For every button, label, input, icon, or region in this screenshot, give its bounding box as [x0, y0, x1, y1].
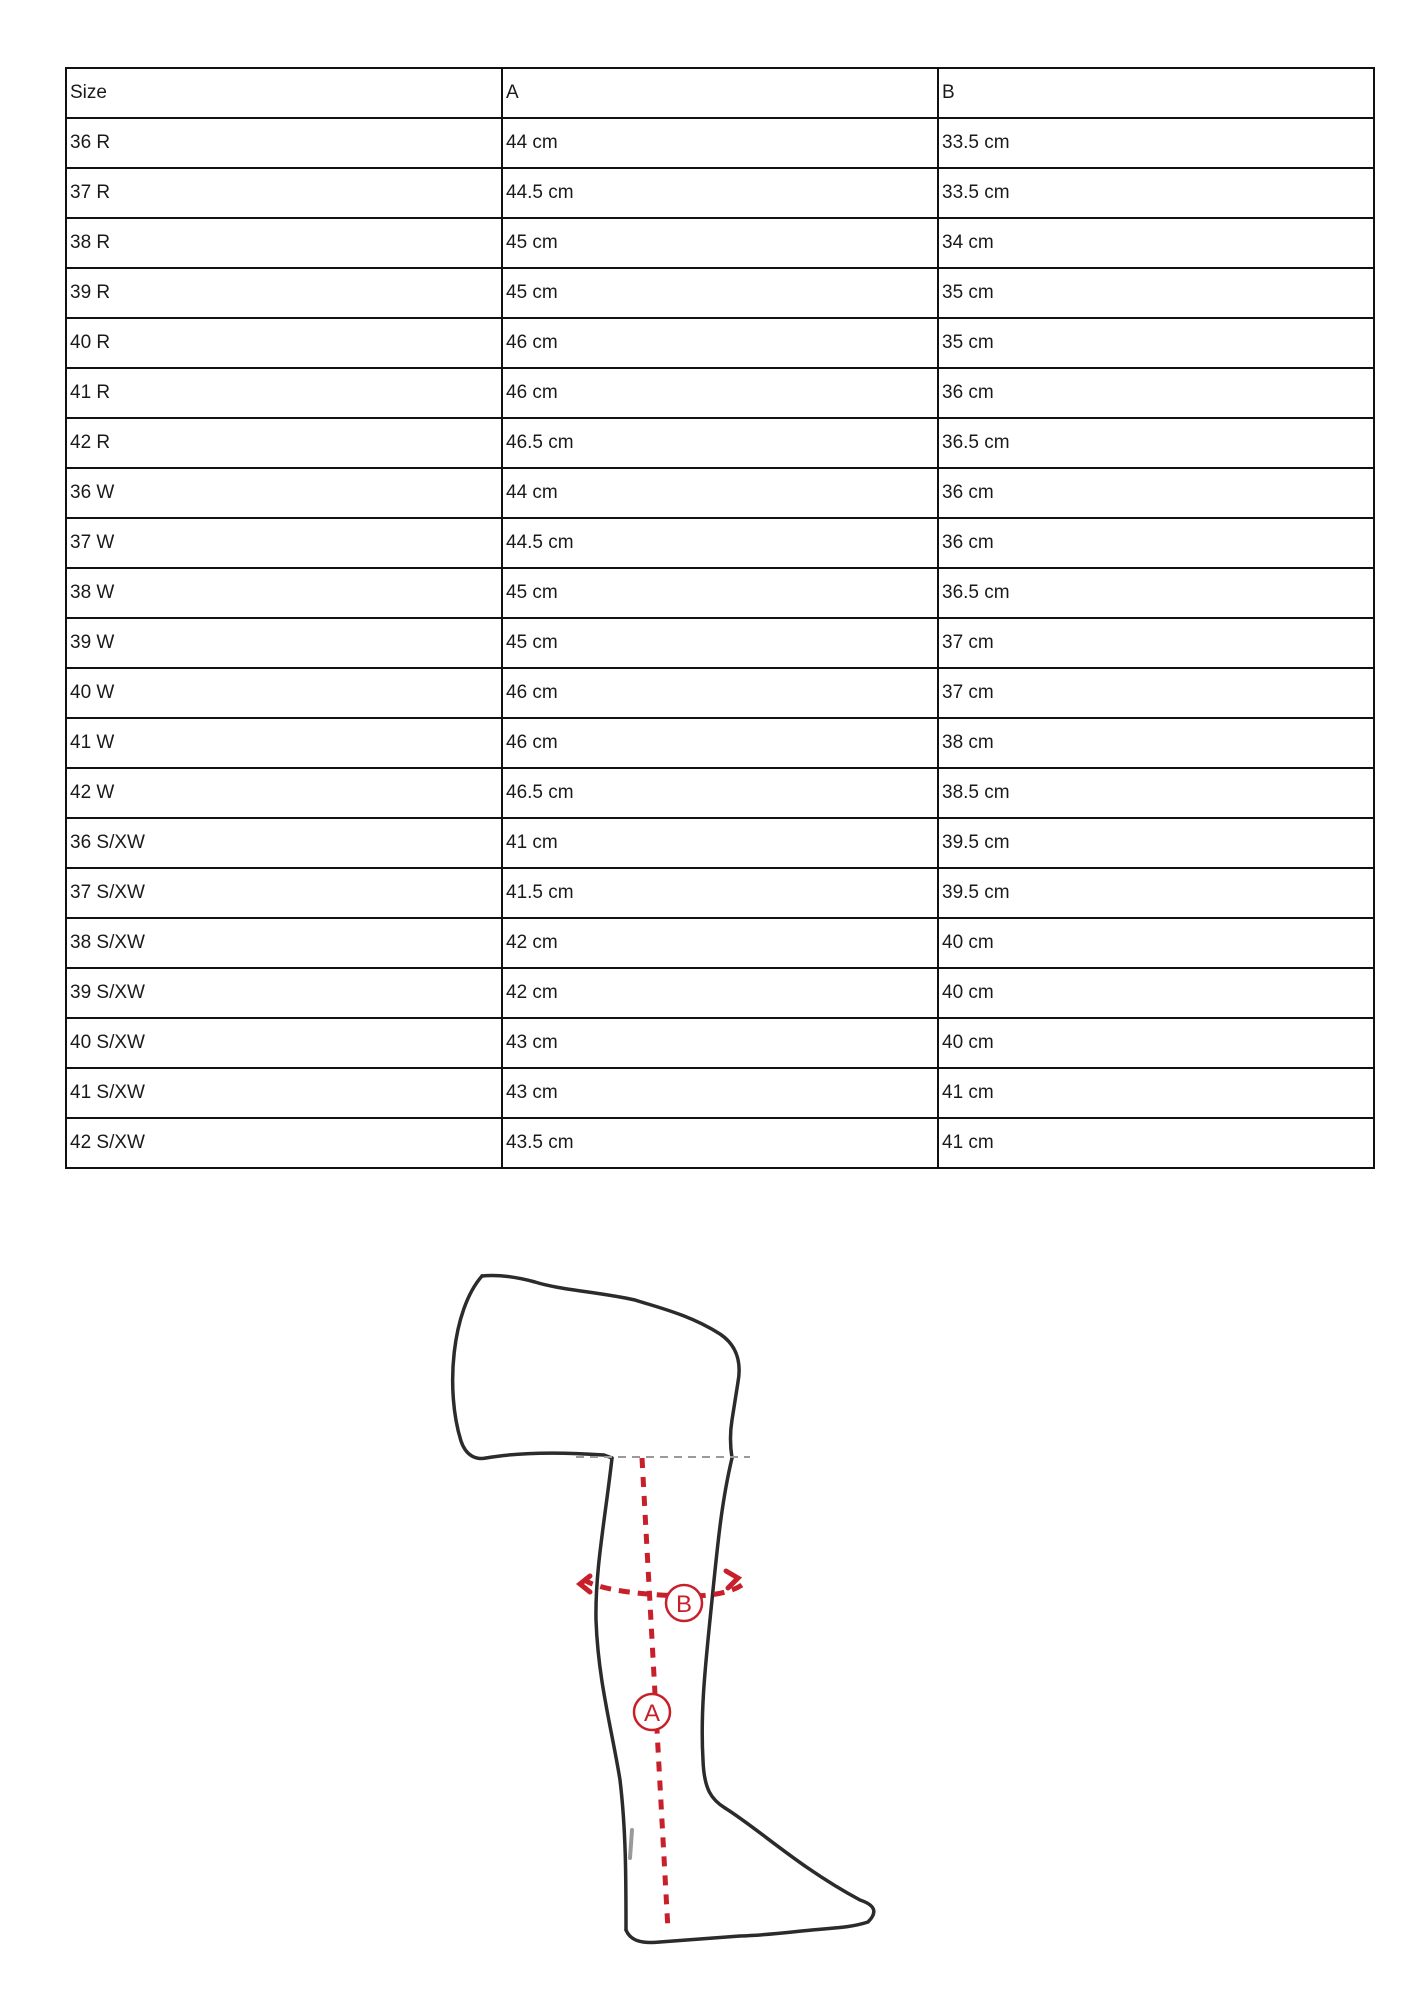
size-cell: 40 W	[66, 668, 502, 718]
size-cell: 41 W	[66, 718, 502, 768]
measure-b-cell: 40 cm	[938, 918, 1374, 968]
measurement-b-line	[583, 1579, 742, 1596]
calf-back-outline	[702, 1458, 732, 1808]
measure-a-cell: 43.5 cm	[502, 1118, 938, 1168]
thigh-top-outline	[482, 1275, 739, 1458]
measure-a-cell: 46 cm	[502, 318, 938, 368]
size-cell: 42 S/XW	[66, 1118, 502, 1168]
measure-b-cell: 39.5 cm	[938, 868, 1374, 918]
size-cell: 39 W	[66, 618, 502, 668]
measure-b-cell: 38.5 cm	[938, 768, 1374, 818]
table-row	[66, 518, 1374, 568]
measure-a-cell: 46.5 cm	[502, 418, 938, 468]
measure-a-cell: 46.5 cm	[502, 768, 938, 818]
measure-a-cell: 42 cm	[502, 918, 938, 968]
size-cell: 41 R	[66, 368, 502, 418]
measure-b-cell: 37 cm	[938, 668, 1374, 718]
measure-a-cell: 45 cm	[502, 218, 938, 268]
size-cell: 42 R	[66, 418, 502, 468]
label-b-badge	[666, 1585, 702, 1621]
measure-b-cell: 41 cm	[938, 1118, 1374, 1168]
table-row	[66, 968, 1374, 1018]
size-cell: 37 W	[66, 518, 502, 568]
measure-a-cell: 45 cm	[502, 268, 938, 318]
leg-measurement-diagram	[440, 1270, 910, 1970]
table-row	[66, 1068, 1374, 1118]
measure-b-cell: 36.5 cm	[938, 568, 1374, 618]
size-cell: 42 W	[66, 768, 502, 818]
table-row	[66, 1018, 1374, 1068]
measure-b-cell: 36 cm	[938, 368, 1374, 418]
size-cell: 36 W	[66, 468, 502, 518]
measure-a-cell: 42 cm	[502, 968, 938, 1018]
column-header-size: Size	[66, 68, 502, 118]
size-cell: 39 S/XW	[66, 968, 502, 1018]
size-cell: 37 R	[66, 168, 502, 218]
measure-b-cell: 35 cm	[938, 268, 1374, 318]
size-cell: 40 R	[66, 318, 502, 368]
size-cell: 41 S/XW	[66, 1068, 502, 1118]
measure-b-cell: 33.5 cm	[938, 168, 1374, 218]
measure-a-cell: 46 cm	[502, 668, 938, 718]
size-cell: 38 R	[66, 218, 502, 268]
table-body	[66, 118, 1374, 1168]
measure-b-cell: 37 cm	[938, 618, 1374, 668]
table-row	[66, 418, 1374, 468]
measure-a-cell: 46 cm	[502, 718, 938, 768]
measure-a-cell: 45 cm	[502, 618, 938, 668]
measure-a-cell: 43 cm	[502, 1068, 938, 1118]
table-row	[66, 668, 1374, 718]
measure-a-cell: 44.5 cm	[502, 168, 938, 218]
measure-a-cell: 43 cm	[502, 1018, 938, 1068]
table-row	[66, 268, 1374, 318]
size-cell: 38 S/XW	[66, 918, 502, 968]
table-header-row	[66, 68, 1374, 118]
table-row	[66, 818, 1374, 868]
measure-a-cell: 44.5 cm	[502, 518, 938, 568]
table-row	[66, 368, 1374, 418]
size-cell: 36 R	[66, 118, 502, 168]
table-row	[66, 118, 1374, 168]
measure-b-cell: 35 cm	[938, 318, 1374, 368]
size-cell: 37 S/XW	[66, 868, 502, 918]
table-row	[66, 768, 1374, 818]
column-header-b: B	[938, 68, 1374, 118]
column-header-a: A	[502, 68, 938, 118]
measure-b-cell: 34 cm	[938, 218, 1374, 268]
size-cell: 40 S/XW	[66, 1018, 502, 1068]
measure-a-cell: 45 cm	[502, 568, 938, 618]
table-row	[66, 868, 1374, 918]
measure-b-cell: 41 cm	[938, 1068, 1374, 1118]
size-cell: 39 R	[66, 268, 502, 318]
table-row	[66, 618, 1374, 668]
measure-b-cell: 39.5 cm	[938, 818, 1374, 868]
measure-b-cell: 33.5 cm	[938, 118, 1374, 168]
label-b-text: B	[675, 1591, 693, 1618]
shin-front-outline	[596, 1458, 626, 1930]
label-a-text: A	[643, 1700, 661, 1727]
measure-b-cell: 38 cm	[938, 718, 1374, 768]
measure-b-cell: 36.5 cm	[938, 418, 1374, 468]
measure-b-cell: 36 cm	[938, 518, 1374, 568]
measure-a-cell: 44 cm	[502, 468, 938, 518]
measure-b-cell: 36 cm	[938, 468, 1374, 518]
measure-a-cell: 44 cm	[502, 118, 938, 168]
measure-a-cell: 41 cm	[502, 818, 938, 868]
measure-b-cell: 40 cm	[938, 968, 1374, 1018]
table-row	[66, 468, 1374, 518]
ankle-detail-mark	[630, 1830, 632, 1858]
table-row	[66, 218, 1374, 268]
table-row	[66, 1118, 1374, 1168]
table-row	[66, 718, 1374, 768]
table-row	[66, 918, 1374, 968]
table-row	[66, 168, 1374, 218]
size-cell: 36 S/XW	[66, 818, 502, 868]
size-chart-table	[65, 67, 1375, 1169]
measure-a-cell: 46 cm	[502, 368, 938, 418]
thigh-outline	[453, 1276, 612, 1458]
measure-b-cell: 40 cm	[938, 1018, 1374, 1068]
label-a-badge	[634, 1694, 670, 1730]
table-row	[66, 568, 1374, 618]
size-cell: 38 W	[66, 568, 502, 618]
measure-a-cell: 41.5 cm	[502, 868, 938, 918]
table-row	[66, 318, 1374, 368]
